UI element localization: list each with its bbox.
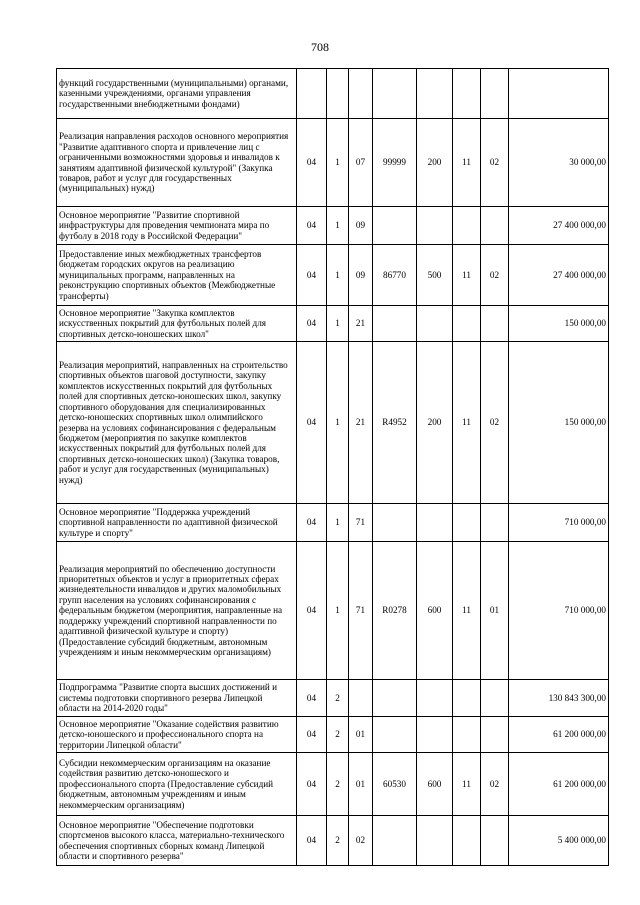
row-subprogram: 1 xyxy=(327,119,349,207)
row-code-b xyxy=(481,306,509,342)
row-direction: 86770 xyxy=(373,245,417,306)
row-section: 04 xyxy=(297,306,327,342)
row-code-b: 02 xyxy=(481,119,509,207)
row-amount: 30 000,00 xyxy=(509,119,609,207)
row-code-b xyxy=(481,717,509,753)
row-section: 04 xyxy=(297,717,327,753)
row-code-a xyxy=(453,69,481,119)
page-number: 708 xyxy=(311,40,329,54)
row-expense-type xyxy=(417,816,453,866)
row-name: Основное мероприятие "Поддержка учреждений спортивной направленности по адаптивной физической культуре и спорту" xyxy=(57,504,297,542)
row-code-a xyxy=(453,207,481,245)
row-subprogram: 2 xyxy=(327,753,349,816)
row-expense-type: 200 xyxy=(417,342,453,504)
table-row xyxy=(57,342,609,504)
row-code-b: 02 xyxy=(481,753,509,816)
row-code-b xyxy=(481,680,509,717)
row-expense-type: 600 xyxy=(417,542,453,680)
row-direction xyxy=(373,504,417,542)
row-code-a: 11 xyxy=(453,119,481,207)
table-row xyxy=(57,119,609,207)
row-expense-type: 200 xyxy=(417,119,453,207)
row-code-b: 02 xyxy=(481,245,509,306)
row-subprogram: 1 xyxy=(327,542,349,680)
row-code-a xyxy=(453,717,481,753)
table-row xyxy=(57,207,609,245)
row-code-a xyxy=(453,306,481,342)
row-event: 02 xyxy=(349,816,373,866)
row-amount: 27 400 000,00 xyxy=(509,207,609,245)
row-subprogram: 1 xyxy=(327,306,349,342)
row-name: Реализация мероприятий по обеспечению доступности приоритетных объектов и услуг в приоритетных сферах жизнедеятельности инвалидов и других маломобильных групп населения на условиях софинансирования с федеральным бюджетом (мероприятия, направленные на поддержку учреждений спортивной направленности по адаптивной физической культуре и спорту) (Предоставление субсидий бюджетным, автономным учреждениям и иным некоммерческим организациям) xyxy=(57,542,297,680)
row-code-a xyxy=(453,816,481,866)
row-expense-type xyxy=(417,306,453,342)
row-event: 09 xyxy=(349,207,373,245)
table-row xyxy=(57,680,609,717)
row-expense-type xyxy=(417,680,453,717)
row-section: 04 xyxy=(297,504,327,542)
row-amount: 61 200 000,00 xyxy=(509,717,609,753)
table-row xyxy=(57,753,609,816)
row-expense-type xyxy=(417,69,453,119)
row-amount: 150 000,00 xyxy=(509,342,609,504)
row-name: Основное мероприятие "Закупка комплектов искусственных покрытий для футбольных полей для спортивных детско-юношеских школ" xyxy=(57,306,297,342)
row-direction: 99999 xyxy=(373,119,417,207)
row-code-b xyxy=(481,69,509,119)
row-subprogram: 1 xyxy=(327,504,349,542)
row-name: Предоставление иных межбюджетных трансфертов бюджетам городских округов на реализацию муниципальных программ, направленных на реконструкцию спортивных объектов (Межбюджетные трансферты) xyxy=(57,245,297,306)
row-subprogram: 2 xyxy=(327,680,349,717)
row-expense-type xyxy=(417,504,453,542)
row-event xyxy=(349,69,373,119)
table-row xyxy=(57,504,609,542)
table-row xyxy=(57,542,609,680)
row-direction: 60530 xyxy=(373,753,417,816)
row-section: 04 xyxy=(297,207,327,245)
row-expense-type xyxy=(417,717,453,753)
row-subprogram: 1 xyxy=(327,342,349,504)
row-amount: 710 000,00 xyxy=(509,542,609,680)
row-amount: 27 400 000,00 xyxy=(509,245,609,306)
row-event: 01 xyxy=(349,717,373,753)
row-section: 04 xyxy=(297,342,327,504)
row-event: 21 xyxy=(349,342,373,504)
table-row xyxy=(57,306,609,342)
table-row xyxy=(57,717,609,753)
row-code-a: 11 xyxy=(453,542,481,680)
row-amount: 5 400 000,00 xyxy=(509,816,609,866)
row-code-b xyxy=(481,207,509,245)
row-direction xyxy=(373,207,417,245)
row-name: Подпрограмма "Развитие спорта высших достижений и системы подготовки спортивного резерва Липецкой области на 2014-2020 годы" xyxy=(57,680,297,717)
row-name: Реализация направления расходов основного мероприятия "Развитие адаптивного спорта и привлечение лиц с ограниченными возможностями здоровья и инвалидов к занятиям адаптивной физической культурой" (Закупка товаров, работ и услуг для государственных (муниципальных) нужд) xyxy=(57,119,297,207)
row-direction xyxy=(373,717,417,753)
row-name: функций государственными (муниципальными) органами, казенными учреждениями, органами управления государственными внебюджетными фондами) xyxy=(57,69,297,119)
row-direction xyxy=(373,69,417,119)
row-event: 71 xyxy=(349,504,373,542)
row-section: 04 xyxy=(297,753,327,816)
row-expense-type: 500 xyxy=(417,245,453,306)
row-code-b: 01 xyxy=(481,542,509,680)
row-section: 04 xyxy=(297,119,327,207)
row-code-a xyxy=(453,680,481,717)
row-subprogram: 1 xyxy=(327,207,349,245)
budget-table xyxy=(56,68,609,866)
row-name: Субсидии некоммерческим организациям на оказание содействия развитию детско-юношеского и профессионального спорта (Предоставление субсидий бюджетным, автономным учреждениям и иным некоммерческим организациям) xyxy=(57,753,297,816)
row-event: 71 xyxy=(349,542,373,680)
table-row xyxy=(57,245,609,306)
row-direction xyxy=(373,306,417,342)
row-expense-type xyxy=(417,207,453,245)
row-code-b xyxy=(481,504,509,542)
row-event xyxy=(349,680,373,717)
row-event: 01 xyxy=(349,753,373,816)
row-code-b xyxy=(481,816,509,866)
row-section: 04 xyxy=(297,245,327,306)
row-subprogram xyxy=(327,69,349,119)
row-event: 21 xyxy=(349,306,373,342)
row-amount: 150 000,00 xyxy=(509,306,609,342)
row-subprogram: 1 xyxy=(327,245,349,306)
row-code-b: 02 xyxy=(481,342,509,504)
row-direction xyxy=(373,816,417,866)
row-section: 04 xyxy=(297,816,327,866)
row-code-a xyxy=(453,504,481,542)
row-subprogram: 2 xyxy=(327,816,349,866)
row-name: Основное мероприятие "Оказание содействия развитию детско-юношеского и профессионального спорта на территории Липецкой области" xyxy=(57,717,297,753)
row-expense-type: 600 xyxy=(417,753,453,816)
table-row xyxy=(57,816,609,866)
row-code-a: 11 xyxy=(453,245,481,306)
row-event: 07 xyxy=(349,119,373,207)
row-direction xyxy=(373,680,417,717)
row-code-a: 11 xyxy=(453,753,481,816)
row-section xyxy=(297,69,327,119)
row-event: 09 xyxy=(349,245,373,306)
row-direction: R4952 xyxy=(373,342,417,504)
row-direction: R0278 xyxy=(373,542,417,680)
row-name: Реализация мероприятий, направленных на строительство спортивных объектов шаговой доступности, закупку комплектов искусственных покрытий для футбольных полей для спортивных детско-юношеских школ, закупку спортивного оборудования для специализированных детско-юношеских спортивных школ олимпийского резерва на условиях софинансирования с федеральным бюджетом (мероприятия по закупке комплектов искусственных покрытий для футбольных полей для спортивных детско-юношеских школ) (Закупка товаров, работ и услуг для государственных (муниципальных) нужд) xyxy=(57,342,297,504)
row-name: Основное мероприятие "Развитие спортивной инфраструктуры для проведения чемпионата мира по футболу в 2018 году в Российской Федерации" xyxy=(57,207,297,245)
row-amount xyxy=(509,69,609,119)
table-row xyxy=(57,69,609,119)
row-section: 04 xyxy=(297,680,327,717)
row-section: 04 xyxy=(297,542,327,680)
row-code-a: 11 xyxy=(453,342,481,504)
row-amount: 61 200 000,00 xyxy=(509,753,609,816)
row-amount: 710 000,00 xyxy=(509,504,609,542)
row-name: Основное мероприятие "Обеспечение подготовки спортсменов высокого класса, материально-технического обеспечения спортивных сборных команд Липецкой области и спортивного резерва" xyxy=(57,816,297,866)
row-subprogram: 2 xyxy=(327,717,349,753)
row-amount: 130 843 300,00 xyxy=(509,680,609,717)
